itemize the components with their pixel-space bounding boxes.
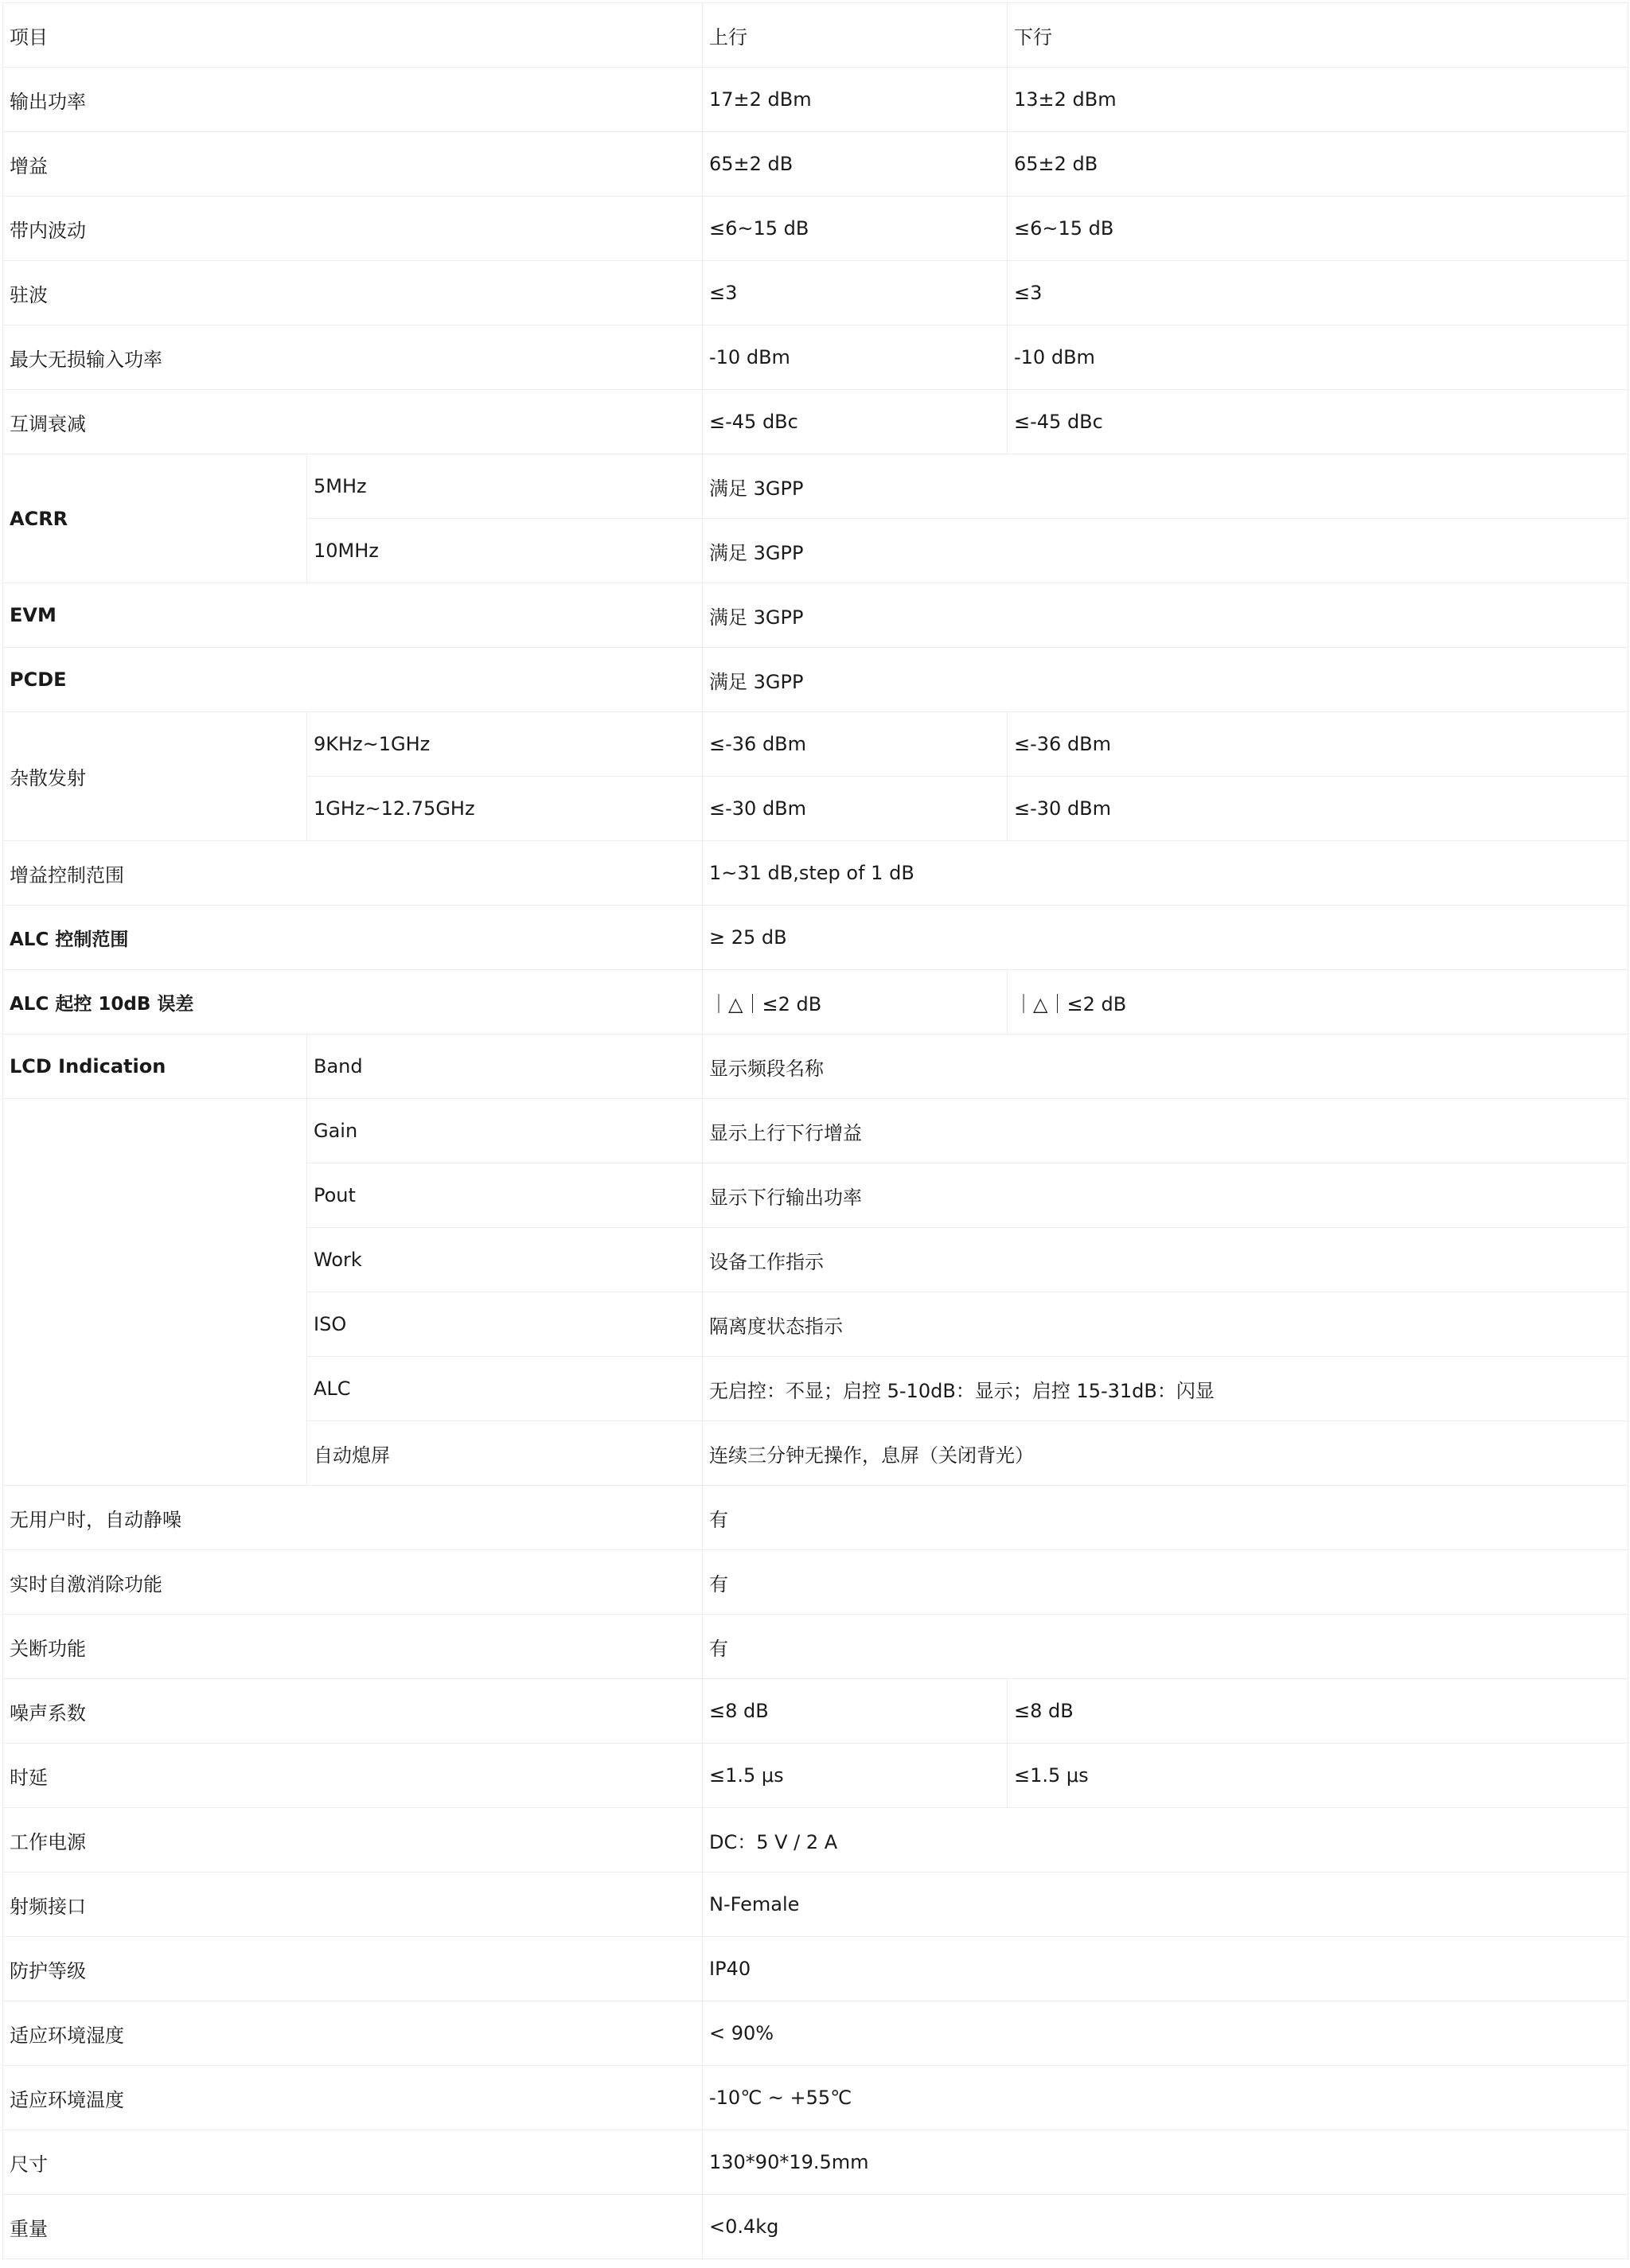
up-value: ≤1.5 μs [703,1744,1008,1808]
combined-value: ≥ 25 dB [703,906,1628,970]
table-row [3,1744,1628,1808]
up-value: ≤-30 dBm [703,777,1008,841]
table-row-header [3,3,1628,68]
table-row [3,2195,1628,2259]
row-label: 互调衰减 [3,390,703,454]
row-label: EVM [3,583,703,648]
down-value: ≤8 dB [1008,1679,1628,1744]
table-row [3,2066,1628,2130]
row-label: 输出功率 [3,68,703,132]
row-label: 实时自激消除功能 [3,1550,703,1615]
down-value: 13±2 dBm [1008,68,1628,132]
table-row [3,712,1628,777]
table-row [3,1099,1628,1163]
row-label: LCD Indication [3,1035,307,1099]
row-label: 驻波 [3,261,703,325]
table-row [3,1550,1628,1615]
header-up: 上行 [703,3,1008,68]
lcd-item-name: Pout [307,1163,703,1228]
up-value: -10 dBm [703,325,1008,390]
table-row [3,841,1628,906]
header-down: 下行 [1008,3,1628,68]
lcd-item-desc: 显示下行输出功率 [703,1163,1628,1228]
table-row [3,2001,1628,2066]
combined-value: <0.4kg [703,2195,1628,2259]
down-value: ≤1.5 μs [1008,1744,1628,1808]
row-label: ALC 起控 10dB 误差 [3,970,703,1035]
lcd-item-name: Work [307,1228,703,1292]
sub-label: 10MHz [307,519,703,583]
table-row [3,197,1628,261]
combined-value: < 90% [703,2001,1628,2066]
up-value: 17±2 dBm [703,68,1008,132]
up-value: ≤8 dB [703,1679,1008,1744]
down-value: ≤3 [1008,261,1628,325]
row-label: 最大无损输入功率 [3,325,703,390]
table-row [3,906,1628,970]
lcd-item-desc: 隔离度状态指示 [703,1292,1628,1357]
combined-value: 满足 3GPP [703,583,1628,648]
table-row [3,68,1628,132]
down-value: ≤-30 dBm [1008,777,1628,841]
down-value: 65±2 dB [1008,132,1628,197]
lcd-item-name: ISO [307,1292,703,1357]
table-row [3,1872,1628,1937]
lcd-item-desc: 设备工作指示 [703,1228,1628,1292]
lcd-item-desc: 无启控：不显；启控 5-10dB：显示；启控 15-31dB：闪显 [703,1357,1628,1421]
row-label: 杂散发射 [3,712,307,841]
table-row [3,1615,1628,1679]
sub-label: 1GHz~12.75GHz [307,777,703,841]
up-value: ≤-36 dBm [703,712,1008,777]
table-row [3,2130,1628,2195]
lcd-item-desc: 显示上行下行增益 [703,1099,1628,1163]
row-label: 增益 [3,132,703,197]
lcd-blank-cell [3,1099,307,1486]
down-value: ≤6~15 dB [1008,197,1628,261]
combined-value: 1~31 dB,step of 1 dB [703,841,1628,906]
table-row [3,970,1628,1035]
row-label: 时延 [3,1744,703,1808]
up-value: ｜△｜≤2 dB [703,970,1008,1035]
down-value: ｜△｜≤2 dB [1008,970,1628,1035]
row-label: 带内波动 [3,197,703,261]
combined-value: N-Female [703,1872,1628,1937]
row-label: 增益控制范围 [3,841,703,906]
lcd-item-name: Band [307,1035,703,1099]
row-label: 适应环境温度 [3,2066,703,2130]
combined-value: DC：5 V / 2 A [703,1808,1628,1872]
sub-label: 9KHz~1GHz [307,712,703,777]
header-item: 项目 [3,3,703,68]
table-row [3,1486,1628,1550]
table-row [3,1937,1628,2001]
up-value: 65±2 dB [703,132,1008,197]
lcd-item-name: 自动熄屏 [307,1421,703,1486]
row-label: 射频接口 [3,1872,703,1937]
row-label: 工作电源 [3,1808,703,1872]
spec-table [2,2,1628,2259]
table-row [3,454,1628,519]
table-row [3,390,1628,454]
table-row [3,648,1628,712]
combined-value: IP40 [703,1937,1628,2001]
row-label: PCDE [3,648,703,712]
table-row [3,1808,1628,1872]
row-label: 适应环境湿度 [3,2001,703,2066]
table-row [3,132,1628,197]
table-row [3,325,1628,390]
down-value: ≤-36 dBm [1008,712,1628,777]
row-label: ALC 控制范围 [3,906,703,970]
lcd-item-desc: 显示频段名称 [703,1035,1628,1099]
lcd-item-name: ALC [307,1357,703,1421]
up-value: ≤3 [703,261,1008,325]
combined-value: 满足 3GPP [703,519,1628,583]
table-row [3,583,1628,648]
row-label: ACRR [3,454,307,583]
row-label: 防护等级 [3,1937,703,2001]
row-label: 重量 [3,2195,703,2259]
combined-value: 满足 3GPP [703,648,1628,712]
lcd-item-desc: 连续三分钟无操作，息屏（关闭背光） [703,1421,1628,1486]
up-value: ≤-45 dBc [703,390,1008,454]
down-value: -10 dBm [1008,325,1628,390]
sub-label: 5MHz [307,454,703,519]
down-value: ≤-45 dBc [1008,390,1628,454]
row-label: 无用户时，自动静噪 [3,1486,703,1550]
row-label: 尺寸 [3,2130,703,2195]
combined-value: 130*90*19.5mm [703,2130,1628,2195]
table-row [3,261,1628,325]
lcd-item-name: Gain [307,1099,703,1163]
row-label: 噪声系数 [3,1679,703,1744]
combined-value: 满足 3GPP [703,454,1628,519]
combined-value: 有 [703,1615,1628,1679]
up-value: ≤6~15 dB [703,197,1008,261]
table-row [3,1679,1628,1744]
row-label: 关断功能 [3,1615,703,1679]
combined-value: 有 [703,1550,1628,1615]
combined-value: -10℃ ~ +55℃ [703,2066,1628,2130]
table-row [3,1035,1628,1099]
combined-value: 有 [703,1486,1628,1550]
